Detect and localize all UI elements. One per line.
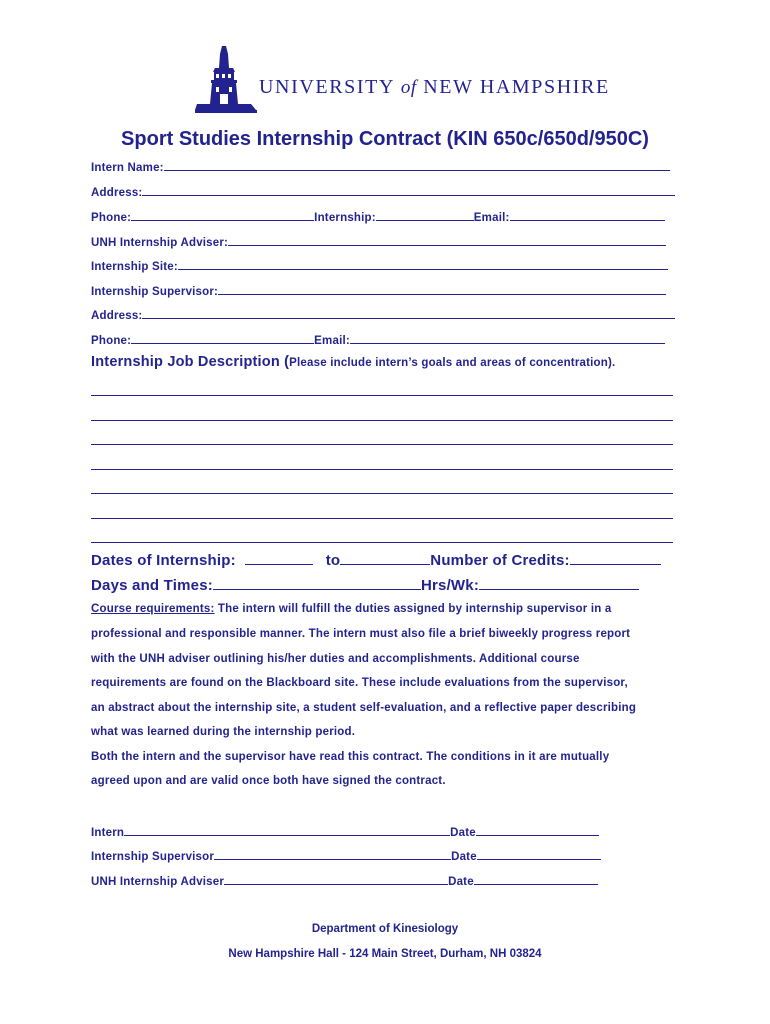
site-label: Internship Site: bbox=[91, 261, 178, 273]
email-label: Email: bbox=[473, 212, 510, 224]
phone2-label: Phone: bbox=[91, 335, 132, 347]
credits-field[interactable] bbox=[570, 551, 661, 565]
requirements-label: Course requirements: bbox=[91, 603, 215, 615]
intern-name-field[interactable] bbox=[164, 160, 670, 171]
requirements-line-1: Course requirements: The intern will fulfill the duties assigned by internship supervisor in a bbox=[91, 603, 612, 615]
dates-to-field[interactable] bbox=[340, 551, 430, 565]
footer-address: New Hampshire Hall - 124 Main Street, Durham, NH 03824 bbox=[228, 948, 542, 960]
thompson-hall-tower-icon bbox=[195, 46, 257, 114]
address2-field[interactable] bbox=[142, 308, 675, 319]
intern-date-field[interactable] bbox=[476, 825, 599, 836]
adviser-label: UNH Internship Adviser: bbox=[91, 237, 229, 249]
email2-label: Email: bbox=[314, 335, 350, 347]
days-field[interactable] bbox=[213, 576, 421, 590]
days-label: Days and Times: bbox=[91, 577, 213, 594]
adviser-row[interactable] bbox=[91, 235, 666, 249]
job-description-line-6[interactable] bbox=[91, 518, 673, 519]
supervisor-signature-row[interactable] bbox=[91, 849, 601, 863]
intern-name-row[interactable] bbox=[91, 160, 670, 174]
job-description-line-3[interactable] bbox=[91, 444, 673, 445]
adviser-field[interactable] bbox=[228, 235, 666, 246]
adviser-date-label: Date bbox=[448, 876, 474, 888]
intern-signature-field[interactable] bbox=[124, 825, 450, 836]
days-row[interactable] bbox=[91, 576, 639, 594]
email-field[interactable] bbox=[510, 210, 665, 221]
requirements-line-2: professional and responsible manner. The intern must also file a brief biweekly progress report bbox=[91, 628, 631, 640]
phone2-row[interactable] bbox=[91, 333, 665, 347]
site-field[interactable] bbox=[178, 259, 668, 270]
email2-field[interactable] bbox=[350, 333, 665, 344]
intern-name-label: Intern Name: bbox=[91, 162, 164, 174]
requirements-line-3: with the UNH adviser outlining his/her duties and accomplishments. Additional course bbox=[91, 653, 580, 665]
intern-date-label: Date bbox=[450, 827, 476, 839]
requirements-line-4: requirements are found on the Blackboard site. These include evaluations from the supervisor, bbox=[91, 677, 628, 689]
phone-row[interactable] bbox=[91, 210, 665, 224]
footer-department: Department of Kinesiology bbox=[311, 923, 459, 935]
job-description-line-7[interactable] bbox=[91, 542, 673, 543]
phone2-field[interactable] bbox=[131, 333, 314, 344]
phone-label: Phone: bbox=[91, 212, 132, 224]
intern-signature-label: Intern bbox=[91, 827, 125, 839]
requirements-line-5: an abstract about the internship site, a student self-evaluation, and a reflective paper describing bbox=[91, 702, 637, 714]
credits-label: Number of Credits: bbox=[430, 552, 570, 569]
job-description-line-2[interactable] bbox=[91, 420, 673, 421]
dates-row[interactable] bbox=[91, 551, 661, 569]
requirements-line-6: what was learned during the internship period. bbox=[91, 726, 356, 738]
dates-label: Dates of Internship: bbox=[91, 552, 236, 569]
supervisor-row[interactable] bbox=[91, 284, 666, 298]
page-title: Sport Studies Internship Contract (KIN 650c/650d/950C) bbox=[121, 128, 649, 150]
supervisor-date-field[interactable] bbox=[477, 849, 601, 860]
university-logo bbox=[195, 46, 610, 114]
adviser-signature-row[interactable] bbox=[91, 874, 598, 888]
job-description-line-5[interactable] bbox=[91, 493, 673, 494]
hrs-label: Hrs/Wk: bbox=[420, 577, 480, 594]
supervisor-field[interactable] bbox=[218, 284, 666, 295]
address2-row[interactable] bbox=[91, 308, 675, 322]
address2-label: Address: bbox=[91, 310, 143, 322]
supervisor-label: Internship Supervisor: bbox=[91, 286, 219, 298]
dates-from-field[interactable] bbox=[245, 551, 313, 565]
address-label: Address: bbox=[91, 187, 143, 199]
internship-field[interactable] bbox=[376, 210, 474, 221]
phone-field[interactable] bbox=[131, 210, 314, 221]
hrs-field[interactable] bbox=[479, 576, 639, 590]
address-field[interactable] bbox=[142, 185, 675, 196]
supervisor-signature-label: Internship Supervisor bbox=[91, 851, 215, 863]
supervisor-date-label: Date bbox=[451, 851, 477, 863]
university-name: UNIVERSITY of NEW HAMPSHIRE bbox=[259, 76, 610, 98]
adviser-signature-field[interactable] bbox=[224, 874, 448, 885]
to-label: to bbox=[325, 552, 341, 569]
job-description-line-4[interactable] bbox=[91, 469, 673, 470]
internship-label: Internship: bbox=[314, 212, 376, 224]
supervisor-signature-field[interactable] bbox=[214, 849, 451, 860]
agreement-line-2: agreed upon and are valid once both have signed the contract. bbox=[91, 775, 446, 787]
agreement-line-1: Both the intern and the supervisor have read this contract. The conditions in it are mutually bbox=[91, 751, 610, 763]
address-row[interactable] bbox=[91, 185, 675, 199]
adviser-signature-label: UNH Internship Adviser bbox=[91, 876, 225, 888]
site-row[interactable] bbox=[91, 259, 668, 273]
job-description-line-1[interactable] bbox=[91, 395, 673, 396]
intern-signature-row[interactable] bbox=[91, 825, 599, 839]
job-description-heading: Internship Job Description (Please include intern’s goals and areas of concentration). bbox=[91, 354, 616, 370]
adviser-date-field[interactable] bbox=[474, 874, 598, 885]
